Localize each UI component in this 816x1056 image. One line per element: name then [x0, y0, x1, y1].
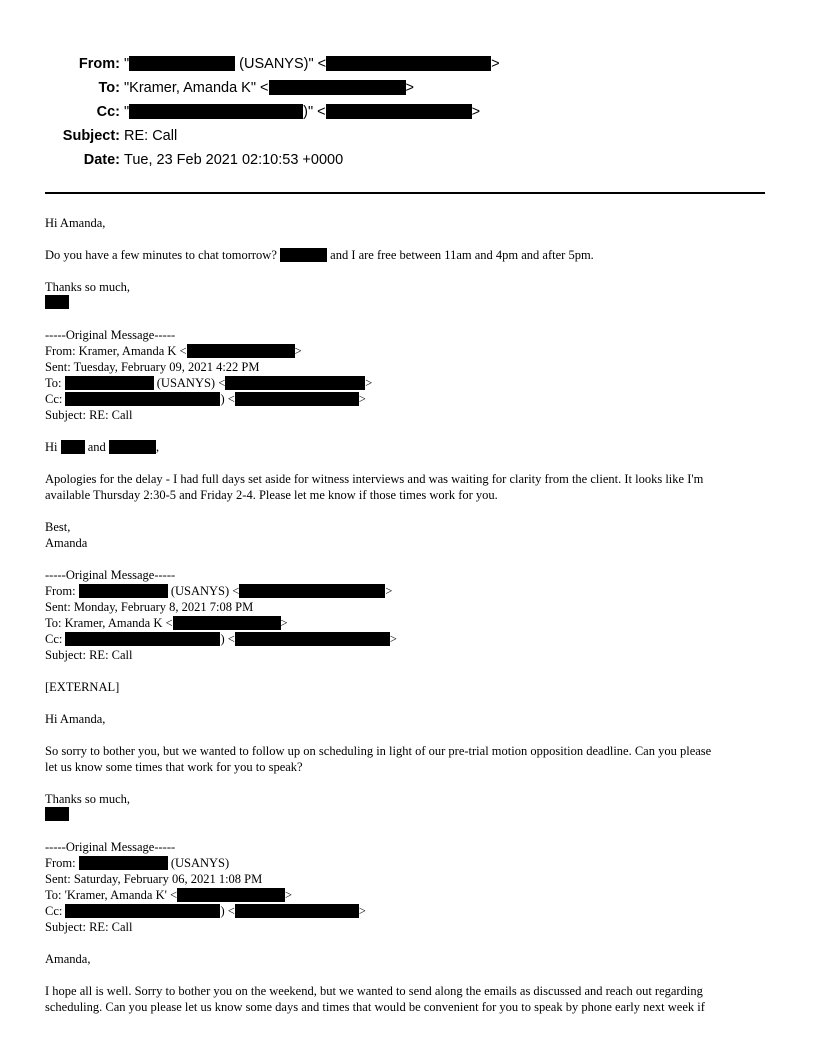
orig1-to-post: >	[365, 376, 373, 390]
orig2-to-post: >	[280, 616, 288, 630]
orig1-subject: Subject: RE: Call	[45, 408, 133, 422]
orig2-subject: Subject: RE: Call	[45, 648, 133, 662]
redaction-box	[79, 856, 168, 870]
header-to-pre: "Kramer, Amanda K" <	[124, 80, 269, 96]
header-subject-label: Subject:	[62, 128, 120, 144]
redaction-box	[61, 440, 85, 454]
orig3-para-2: scheduling. Can you please let us know some days and times that would be convenient for you to speak by phone early next week if	[45, 1000, 705, 1014]
orig1-from-post: >	[294, 344, 302, 358]
header-date-row	[0, 151, 343, 169]
orig2-para-2: let us know some times that work for you to speak?	[45, 760, 303, 774]
redaction-box	[177, 888, 285, 902]
redaction-box	[326, 56, 491, 71]
orig3-cc-pre: Cc:	[45, 904, 66, 918]
redaction-box	[280, 248, 327, 262]
orig3-subject: Subject: RE: Call	[45, 920, 133, 934]
redaction-box	[235, 904, 359, 918]
orig3-sent: Sent: Saturday, February 06, 2021 1:08 PM	[45, 872, 263, 886]
orig2-from-mid: (USANYS) <	[167, 584, 240, 598]
orig1-cc-pre: Cc:	[45, 392, 66, 406]
header-date-value: Tue, 23 Feb 2021 02:10:53 +0000	[124, 152, 344, 168]
redaction-box	[65, 904, 220, 918]
orig1-best: Best,	[45, 520, 71, 534]
redaction-box	[129, 56, 235, 71]
orig3-cc	[45, 904, 366, 919]
orig1-hi-post: ,	[155, 440, 160, 454]
orig3-header: -----Original Message-----	[45, 840, 176, 854]
orig2-cc-post: >	[389, 632, 397, 646]
orig1-cc-mid: ) <	[220, 392, 235, 406]
redaction-box	[45, 295, 69, 309]
orig2-cc	[45, 632, 397, 647]
signature-redacted	[45, 295, 69, 310]
header-from-row	[0, 55, 500, 73]
redaction-box	[79, 584, 168, 598]
thanks-line: Thanks so much,	[45, 280, 131, 294]
orig3-cc-mid: ) <	[220, 904, 235, 918]
orig1-to-mid: (USANYS) <	[153, 376, 226, 390]
orig2-cc-pre: Cc:	[45, 632, 66, 646]
orig3-to-pre: To: 'Kramer, Amanda K' <	[45, 888, 178, 902]
orig1-apology-1: Apologies for the delay - I had full days set aside for witness interviews and was waiting for clarity from the client. It looks like I'm	[45, 472, 704, 486]
redaction-box	[65, 376, 154, 390]
header-subject-row	[0, 127, 177, 145]
redaction-box	[225, 376, 365, 390]
header-cc-row	[0, 103, 480, 121]
redaction-box	[65, 392, 220, 406]
header-cc-label: Cc:	[96, 104, 120, 120]
chat-line	[45, 248, 594, 263]
header-cc-pre: "	[124, 104, 130, 120]
orig2-external-tag: [EXTERNAL]	[45, 680, 120, 694]
orig1-to	[45, 376, 372, 391]
orig2-signature-redacted	[45, 807, 69, 822]
orig3-from	[45, 856, 229, 871]
header-from-label: From:	[78, 56, 120, 72]
redaction-box	[235, 392, 359, 406]
redaction-box	[187, 344, 295, 358]
greeting: Hi Amanda,	[45, 216, 106, 230]
orig1-hi-and: and	[84, 440, 109, 454]
header-date-label: Date:	[83, 152, 120, 168]
orig2-to-pre: To: Kramer, Amanda K <	[45, 616, 173, 630]
header-cc-post: >	[471, 104, 481, 120]
redaction-box	[65, 632, 220, 646]
header-divider	[45, 192, 765, 194]
orig3-para-1: I hope all is well. Sorry to bother you on the weekend, but we wanted to send along the emails as discussed and reach out regarding	[45, 984, 703, 998]
orig1-hi	[45, 440, 159, 455]
header-cc-mid: )" <	[303, 104, 326, 120]
header-from-post: >	[491, 56, 500, 72]
orig1-apology-2: available Thursday 2:30-5 and Friday 2-4. Please let me know if those times work for you.	[45, 488, 498, 502]
orig2-header: -----Original Message-----	[45, 568, 176, 582]
orig2-greeting: Hi Amanda,	[45, 712, 106, 726]
header-from-pre: "	[124, 56, 130, 72]
orig2-to	[45, 616, 288, 631]
redaction-box	[45, 807, 69, 821]
orig2-from-pre: From:	[45, 584, 79, 598]
orig3-cc-post: >	[358, 904, 366, 918]
chat-line-pre: Do you have a few minutes to chat tomorrow?	[45, 248, 281, 262]
redaction-box	[269, 80, 406, 95]
redaction-box	[235, 632, 390, 646]
orig2-sent: Sent: Monday, February 8, 2021 7:08 PM	[45, 600, 254, 614]
orig2-thanks: Thanks so much,	[45, 792, 131, 806]
orig1-cc-post: >	[358, 392, 366, 406]
orig3-from-pre: From:	[45, 856, 79, 870]
orig1-from-pre: From: Kramer, Amanda K <	[45, 344, 187, 358]
redaction-box	[173, 616, 281, 630]
header-subject-value: RE: Call	[124, 128, 178, 144]
orig3-greeting: Amanda,	[45, 952, 91, 966]
orig2-cc-mid: ) <	[220, 632, 235, 646]
orig1-to-pre: To:	[45, 376, 65, 390]
orig1-from	[45, 344, 302, 359]
header-to-post: >	[405, 80, 414, 96]
orig3-to	[45, 888, 292, 903]
orig2-from-post: >	[385, 584, 393, 598]
orig1-sent: Sent: Tuesday, February 09, 2021 4:22 PM	[45, 360, 260, 374]
redaction-box	[239, 584, 385, 598]
redaction-box	[109, 440, 156, 454]
orig3-to-post: >	[285, 888, 293, 902]
header-to-label: To:	[98, 80, 120, 96]
orig2-from	[45, 584, 392, 599]
header-from-mid: (USANYS)" <	[235, 56, 327, 72]
redaction-box	[129, 104, 303, 119]
orig1-cc	[45, 392, 366, 407]
orig3-from-post: (USANYS)	[167, 856, 230, 870]
chat-line-post: and I are free between 11am and 4pm and after 5pm.	[327, 248, 594, 262]
redaction-box	[326, 104, 472, 119]
header-to-row	[0, 79, 414, 97]
orig1-name: Amanda	[45, 536, 88, 550]
orig1-header: -----Original Message-----	[45, 328, 176, 342]
orig2-para-1: So sorry to bother you, but we wanted to follow up on scheduling in light of our pre-trial motion opposition deadline. Can you please	[45, 744, 712, 758]
orig1-hi-pre: Hi	[45, 440, 61, 454]
